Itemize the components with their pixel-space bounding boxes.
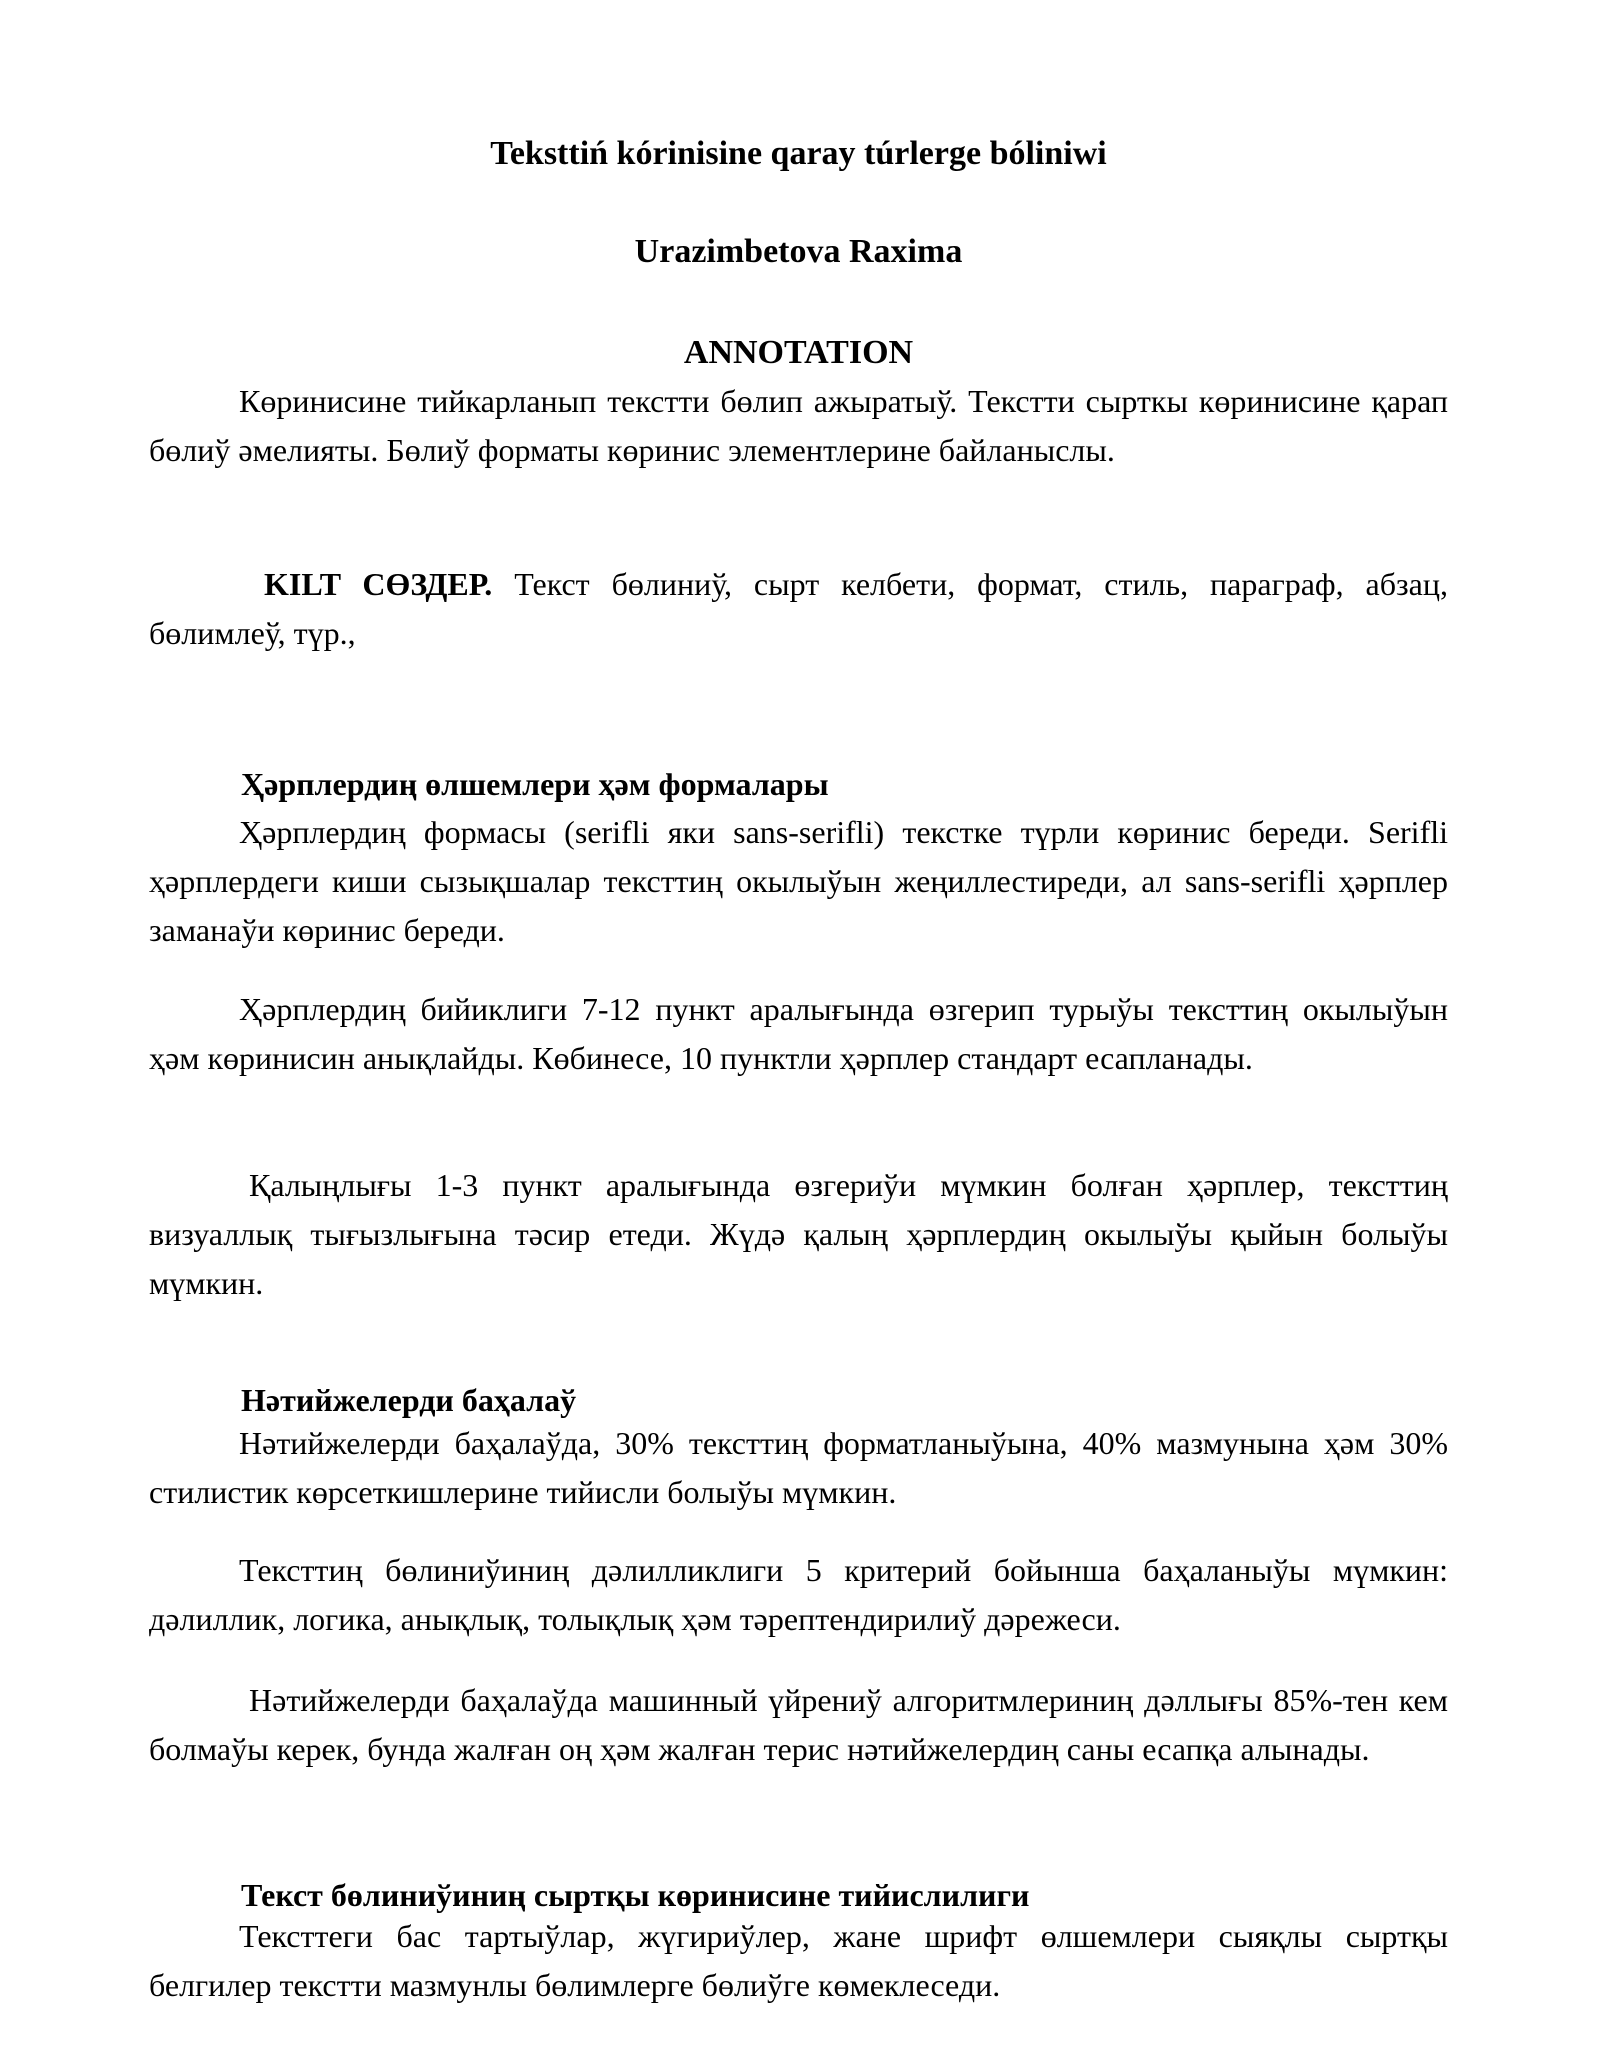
- section2-heading: Нәтийжелерди баҳалаў: [241, 1382, 577, 1418]
- section2-paragraph-1: Нәтийжелерди баҳалаўда, 30% тексттиң форматланыўына, 40% мазмунына ҳәм 30% стилистик көрсеткишлерине тийисли болыўы мүмкин.: [149, 1425, 1448, 1510]
- section1-paragraph-1: Ҳәрплердиң формасы (serifli яки sans-serifli) текстке түрли көринис береди. Serifli ҳәрплердеги киши сызықшалар тексттиң окылыўын жеңиллестиреди, ал sans-serifli ҳәрплер заманаўи көринис береди.: [149, 814, 1448, 948]
- section1-paragraph-2: Ҳәрплердиң бийиклиги 7-12 пункт аралығында өзгерип турыўы тексттиң окылыўын ҳәм көринисин анықлайды. Көбинесе, 10 пунктли ҳәрплер стандарт есапланады.: [149, 991, 1448, 1076]
- keywords-block: [149, 560, 1448, 658]
- section2-paragraph-3: Нәтийжелерди баҳалаўда машинный үйрениў алгоритмлериниң дәллығы 85%-тен кем болмаўы керек, бунда жалған оң ҳәм жалған терис нәтийжелердиң саны есапқа алынады.: [149, 1682, 1448, 1767]
- author-name: Urazimbetova Raxima: [634, 233, 963, 270]
- annotation-heading: ANNOTATION: [683, 334, 914, 371]
- section3-body: [149, 1912, 1448, 2010]
- section1-paragraph-3: Қалыңлығы 1-3 пункт аралығында өзгериўи мүмкин болған ҳәрплер, тексттиң визуаллық тығызлығына тәсир етеди. Жүдә қалың ҳәрплердиң окылыўы қыйын болыўы мүмкин.: [149, 1167, 1448, 1301]
- section3-paragraph-1: Тексттеги бас тартыўлар, жүгириўлер, жане шрифт өлшемлери сыяқлы сыртқы белгилер текстти мазмунлы бөлимлерге бөлиўге көмеклеседи.: [149, 1918, 1448, 2003]
- title-block: [149, 134, 1448, 174]
- section1-body-3: [149, 1161, 1448, 1308]
- section1-heading: Ҳәрплердиң өлшемлери ҳәм формалары: [241, 766, 829, 802]
- section2-paragraph-2: Тексттиң бөлиниўиниң дәлилликлиги 5 критерий бойынша баҳаланыўы мүмкин: дәлиллик, логика, анықлық, толықлық ҳәм тәрептендирилиў дәрежеси.: [149, 1552, 1448, 1637]
- annotation-text: Көринисине тийкарланып текстти бөлип ажыратыў. Текстти сырткы көринисине қарап бөлиў әмелияты. Бөлиў форматы көринис элементлерине байланыслы.: [149, 383, 1448, 468]
- author-block: [149, 232, 1448, 272]
- section2-body-2: [149, 1546, 1448, 1644]
- section2-body: [149, 1419, 1448, 1517]
- paper-title: Teksttiń kórinisine qaray túrlerge bóliniwi: [490, 135, 1107, 172]
- keywords-text: Текст бөлиниў, сырт келбети, формат, стиль, параграф, абзац, бөлимлеў, түр.,: [149, 566, 1449, 651]
- keywords-paragraph: [149, 560, 1448, 658]
- section1-body-2: [149, 985, 1448, 1083]
- section3-heading: Текст бөлиниўиниң сыртқы көринисине тийислилиги: [241, 1877, 1030, 1913]
- annotation-block: [149, 333, 1448, 373]
- keywords-label: KILT СӨЗДЕР.: [264, 566, 493, 602]
- section1-body: [149, 808, 1448, 955]
- section2-body-3: [149, 1676, 1448, 1774]
- annotation-body: [149, 377, 1448, 475]
